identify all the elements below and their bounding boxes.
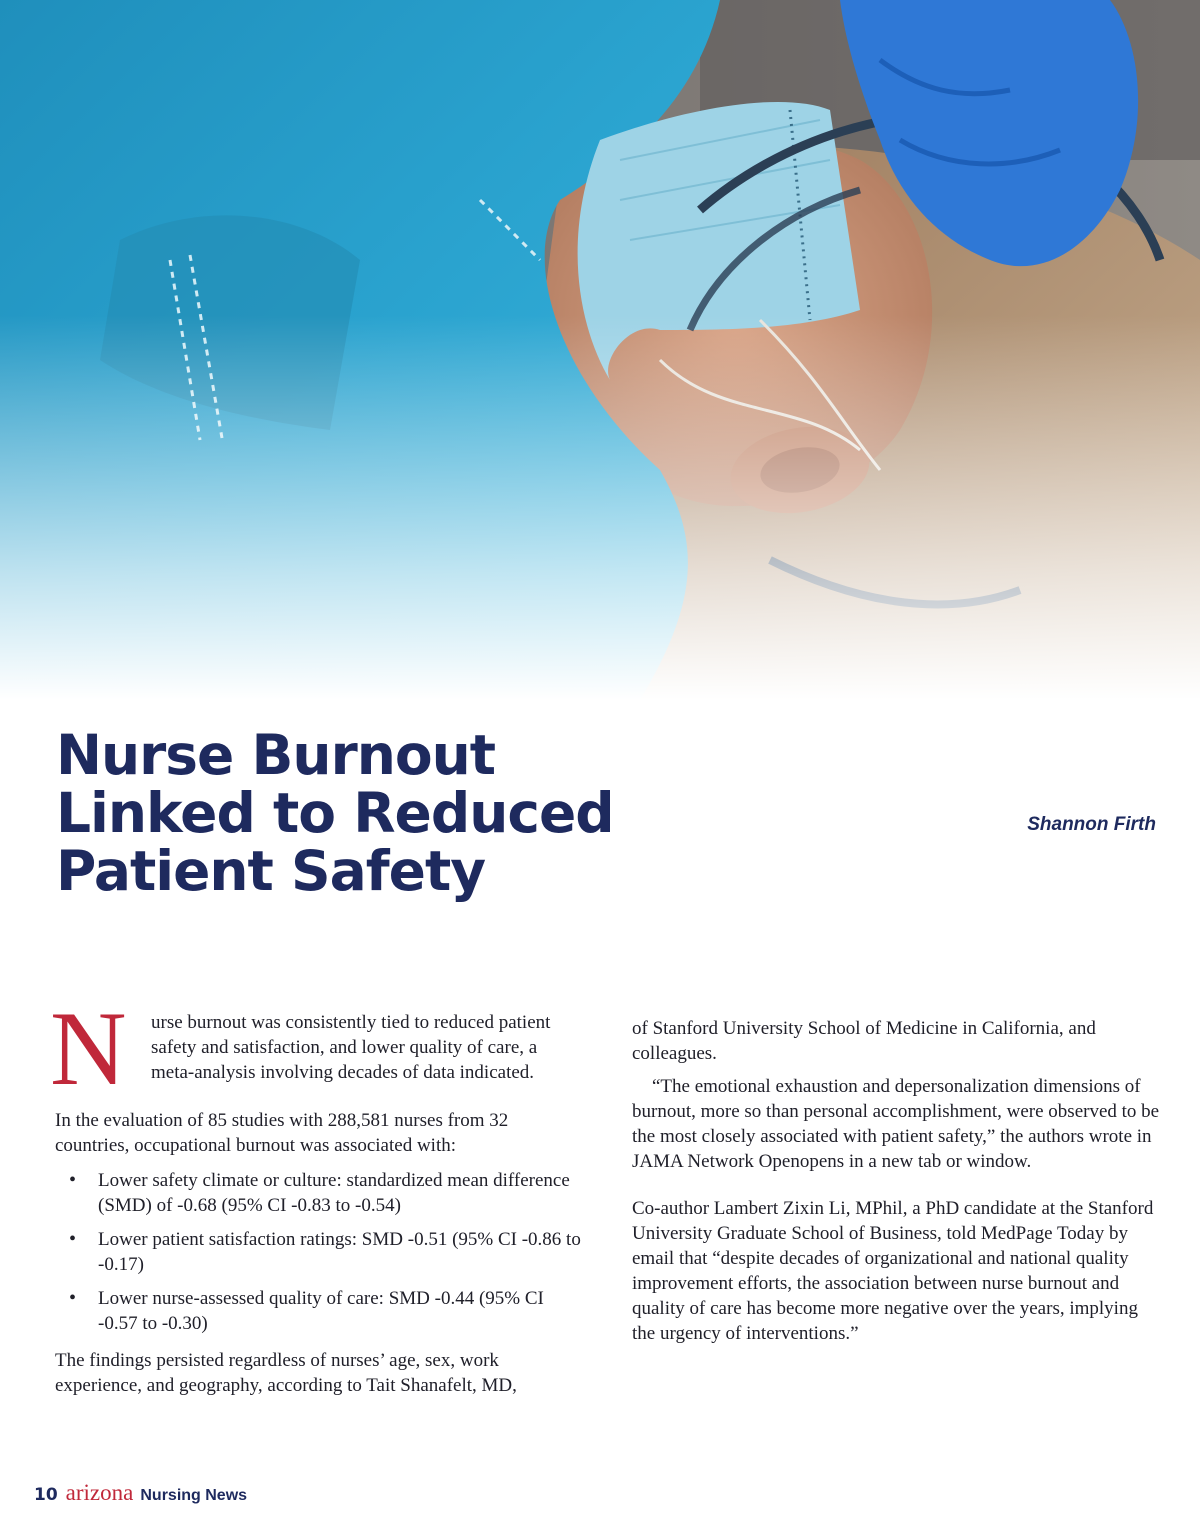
quote-paragraph: “The emotional exhaustion and depersonalization dimensions of burnout, more so than personal accomplishment, were observed to be the most closely associated with patient safety,” the authors wrote in JAMA Network Openopens in a new tab or window. (632, 1076, 1160, 1172)
bullet-icon: • (69, 1287, 77, 1309)
body-paragraph: In the evaluation of 85 studies with 288,581 nurses from 32 countries, occupational burnout was associated with: (55, 1110, 509, 1156)
left-column (50, 990, 585, 1398)
author-byline: Shannon Firth (1027, 814, 1156, 835)
drop-cap: N (50, 990, 127, 1107)
body-paragraph: Co-author Lambert Zixin Li, MPhil, a PhD candidate at the Stanford University Graduate School of Business, told MedPage Today by email that “despite decades of organizational and national quality improvement efforts, the association between nurse burnout and quality of care has become more negative over the years, implying the urgency of interventions.” (632, 1198, 1154, 1344)
bullet-icon: • (69, 1169, 77, 1191)
list-item-text: Lower nurse-assessed quality of care: SMD -0.44 (95% CI -0.57 to -0.30) (98, 1288, 544, 1334)
hero-photo (0, 0, 1200, 700)
body-paragraph: The findings persisted regardless of nurses’ age, sex, work experience, and geography, according to Tait Shanafelt, MD, (55, 1350, 517, 1396)
lead-paragraph (50, 990, 585, 1107)
bullet-icon: • (69, 1228, 77, 1250)
publication-name: Nursing News (140, 1487, 248, 1504)
list-item (55, 1227, 585, 1277)
right-column (632, 1016, 1162, 1346)
list-item-text: Lower safety climate or culture: standardized mean difference (SMD) of -0.68 (95% CI -0.83 to -0.54) (98, 1170, 570, 1216)
findings-list (55, 1168, 585, 1336)
article-title (56, 723, 676, 903)
list-item (55, 1286, 585, 1336)
nurse-resting-illustration (0, 0, 1200, 700)
title-line: Patient Safety (56, 839, 486, 903)
page-footer (34, 1480, 247, 1506)
body-paragraph: of Stanford University School of Medicine in California, and colleagues. (632, 1018, 1096, 1064)
list-item (55, 1168, 585, 1218)
list-item-text: Lower patient satisfaction ratings: SMD -0.51 (95% CI -0.86 to -0.17) (98, 1229, 581, 1275)
lead-text: urse burnout was consistently tied to reduced patient safety and satisfaction, and lower quality of care, a meta-analysis involving decades of data indicated. (151, 1012, 551, 1083)
title-line: Linked to Reduced (56, 781, 614, 845)
page-number: 10 (34, 1485, 58, 1505)
brand-logo: arizona (65, 1480, 134, 1505)
title-line: Nurse Burnout (56, 723, 496, 787)
